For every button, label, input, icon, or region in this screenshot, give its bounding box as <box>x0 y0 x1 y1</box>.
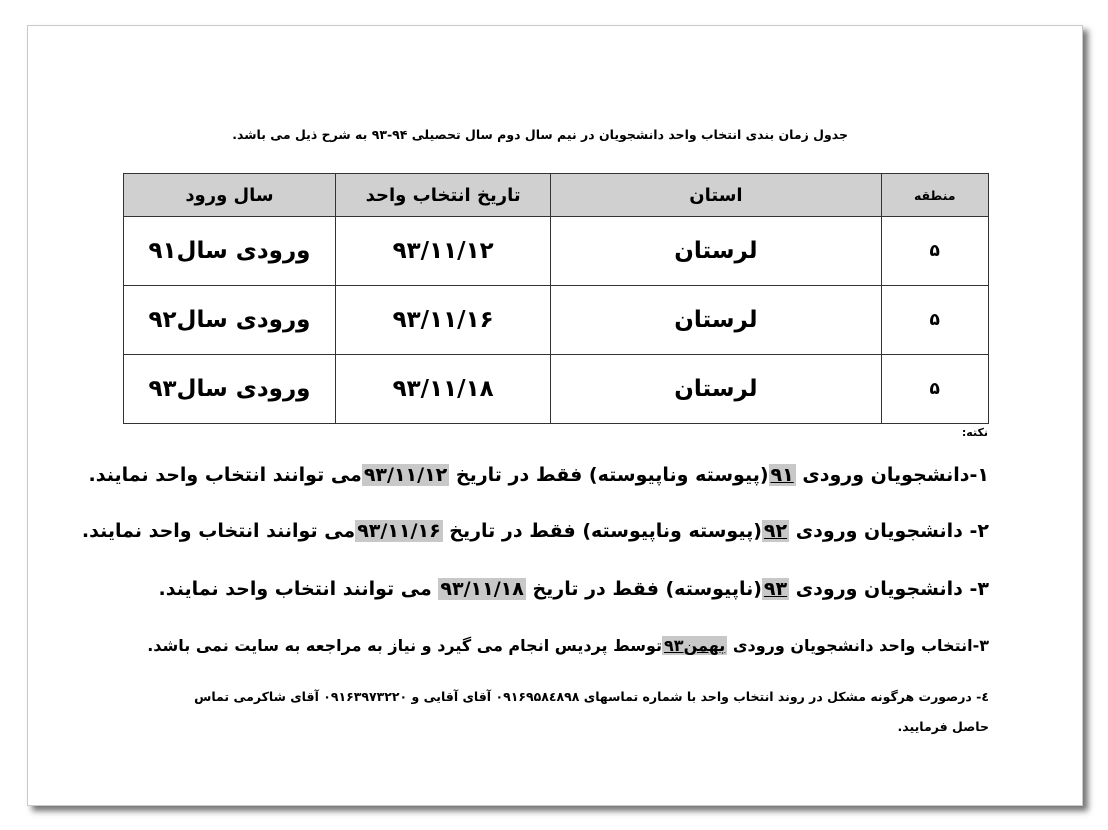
note-line-3 <box>159 578 990 600</box>
cell-date: ۹۳/۱۱/۱۶ <box>335 286 550 355</box>
note-prefix: ۳-انتخاب واحد دانشجویان ورودی <box>727 636 989 655</box>
header-entry-year: سال ورود <box>124 174 336 217</box>
note-line-5-continued: حاصل فرمایید. <box>897 719 989 734</box>
cell-entry-year: ورودی سال۹۱ <box>124 217 336 286</box>
note-mid: (پیوسته وناپیوسته) فقط در تاریخ <box>449 464 769 486</box>
note-date-highlight: ۹۳/۱۱/۱۶ <box>357 520 441 542</box>
cell-province: لرستان <box>551 217 881 286</box>
cell-region: ۵ <box>881 355 989 424</box>
cell-region: ۵ <box>881 286 989 355</box>
note-suffix: توسط پردیس انجام می گیرد و نیاز به مراجعه به سایت نمی باشد. <box>147 636 663 655</box>
note-prefix: ۲- دانشجویان ورودی <box>789 520 989 542</box>
note-year-highlight: ۹۱ <box>770 464 794 486</box>
cell-region: ۵ <box>881 217 989 286</box>
note-mid: (پیوسته وناپیوسته) فقط در تاریخ <box>442 520 762 542</box>
note-mid: (ناپیوسته) فقط در تاریخ <box>525 578 762 600</box>
note-line-1 <box>89 464 989 486</box>
header-region: منطقه <box>881 174 989 217</box>
note-year-highlight: ۹۳ <box>763 578 788 600</box>
note-suffix: می توانند انتخاب واحد نمایند. <box>81 520 356 542</box>
table-header-row <box>124 174 989 217</box>
schedule-table <box>123 173 989 424</box>
note-prefix: ۱-دانشجویان ورودی <box>795 464 989 486</box>
table-row <box>124 355 989 424</box>
note-date-highlight: ۹۳/۱۱/۱۸ <box>440 578 524 600</box>
note-prefix: ۳- دانشجویان ورودی <box>789 578 989 600</box>
note-intake-highlight: بهمن۹۳ <box>664 636 726 655</box>
cell-province: لرستان <box>551 355 881 424</box>
header-province: استان <box>551 174 881 217</box>
table-row <box>124 286 989 355</box>
header-date: تاریخ انتخاب واحد <box>335 174 550 217</box>
cell-date: ۹۳/۱۱/۱۲ <box>335 217 550 286</box>
note-date-highlight: ۹۳/۱۱/۱۲ <box>363 464 448 486</box>
cell-entry-year: ورودی سال۹۳ <box>124 355 336 424</box>
note-label: نکته: <box>961 426 988 439</box>
table-row <box>124 217 989 286</box>
note-line-2 <box>82 520 989 542</box>
note-line-5: ٤- درصورت هرگونه مشکل در روند انتخاب واحد با شماره تماسهای ۰۹۱۶۹۵۸٤۸۹۸ آقای آقایی و ۰۹۱۶۳۹۷۳۲۲۰ آقای شاکرمی تماس <box>194 689 989 704</box>
table-caption: جدول زمان بندی انتخاب واحد دانشجویان در نیم سال دوم سال تحصیلی ۹۴-۹۳ به شرح ذیل می باشد. <box>232 127 848 142</box>
note-suffix: می توانند انتخاب واحد نمایند. <box>88 464 362 486</box>
cell-entry-year: ورودی سال۹۲ <box>124 286 336 355</box>
cell-province: لرستان <box>551 286 881 355</box>
cell-date: ۹۳/۱۱/۱۸ <box>335 355 550 424</box>
note-suffix: می توانند انتخاب واحد نمایند. <box>158 578 439 600</box>
note-year-highlight: ۹۲ <box>763 520 788 542</box>
document-page <box>27 25 1083 806</box>
note-line-4 <box>147 636 989 655</box>
